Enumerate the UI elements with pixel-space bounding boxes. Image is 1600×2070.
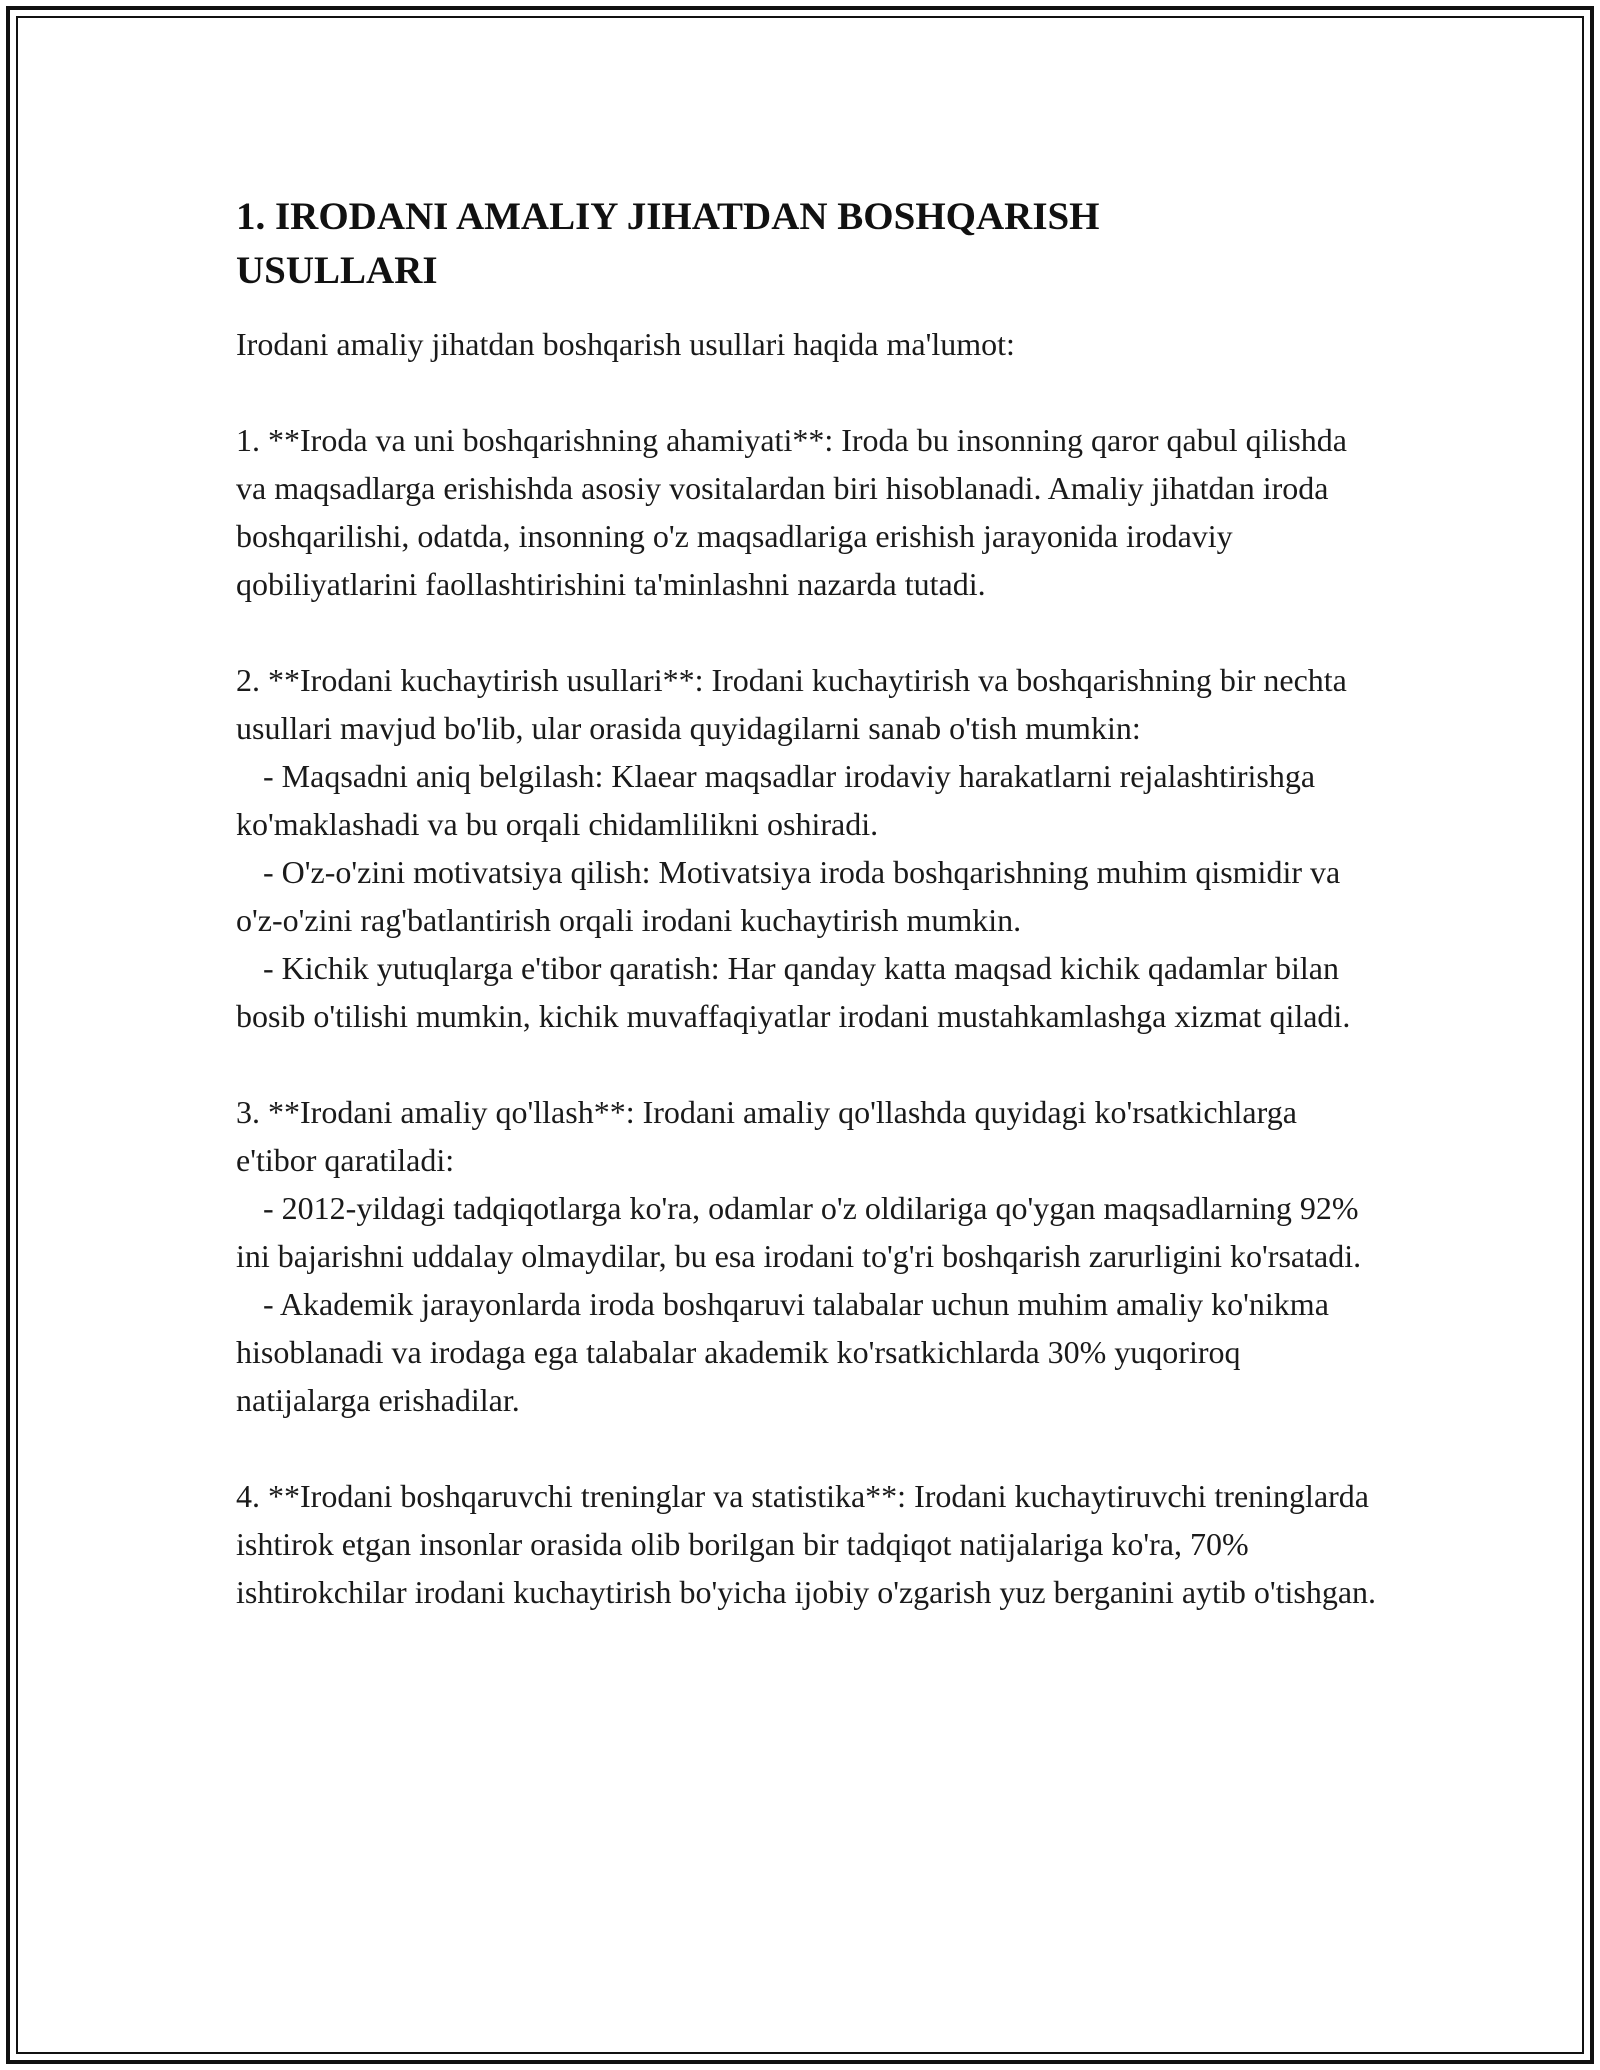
section-1 xyxy=(236,416,1376,608)
list-item: - O'z-o'zini motivatsiya qilish: Motivatsiya iroda boshqarishning muhim qismidir va o'z-o'zini rag'batlantirish orqali irodani kuchaytirish mumkin. xyxy=(236,854,1341,938)
list-item: - Akademik jarayonlarda iroda boshqaruvi talabalar uchun muhim amaliy ko'nikma hisoblanadi va irodaga ega talabalar akademik ko'rsatkichlarda 30% yuqoriroq natijalarga erishadilar. xyxy=(236,1286,1329,1418)
section-4 xyxy=(236,1472,1376,1616)
list-item: - 2012-yildagi tadqiqotlarga ko'ra, odamlar o'z oldilariga qo'ygan maqsadlarning 92% ini bajarishni uddalay olmaydilar, bu esa irodani to'g'ri boshqarish zarurligini ko'rsatadi. xyxy=(236,1190,1362,1274)
intro-paragraph: Irodani amaliy jihatdan boshqarish usullari haqida ma'lumot: xyxy=(236,326,1015,362)
section-text: 4. **Irodani boshqaruvchi treninglar va statistika**: Irodani kuchaytiruvchi treninglarda ishtirok etgan insonlar orasida olib borilgan bir tadqiqot natijalariga ko'ra, 70% ishtirokchilar irodani kuchaytirish bo'yicha ijobiy o'zgarish yuz berganini aytib o'tishgan. xyxy=(236,1478,1377,1610)
document-heading: 1. IRODANI AMALIY JIHATDAN BOSHQARISH USULLARI xyxy=(236,195,1100,292)
section-3 xyxy=(236,1088,1376,1424)
section-text: 2. **Irodani kuchaytirish usullari**: Irodani kuchaytirish va boshqarishning bir nechta usullari mavjud bo'lib, ular orasida quyidagilarni sanab o'tish mumkin: xyxy=(236,662,1347,746)
section-text: 3. **Irodani amaliy qo'llash**: Irodani amaliy qo'llashda quyidagi ko'rsatkichlarga e'tibor qaratiladi: xyxy=(236,1094,1297,1178)
section-text: 1. **Iroda va uni boshqarishning ahamiyati**: Iroda bu insonning qaror qabul qilishda va maqsadlarga erishishda asosiy vositalardan biri hisoblanadi. Amaliy jihatdan iroda boshqarilishi, odatda, insonning o'z maqsadlariga erishish jarayonida irodaviy qobiliyatlarini faollashtirishini ta'minlashni nazarda tutadi. xyxy=(236,422,1347,602)
document-body xyxy=(236,190,1376,1664)
section-2 xyxy=(236,656,1376,1040)
list-item: - Maqsadni aniq belgilash: Klaear maqsadlar irodaviy harakatlarni rejalashtirishga ko'maklashadi va bu orqali chidamlilikni oshiradi. xyxy=(236,758,1316,842)
list-item: - Kichik yutuqlarga e'tibor qaratish: Har qanday katta maqsad kichik qadamlar bilan bosib o'tilishi mumkin, kichik muvaffaqiyatlar irodani mustahkamlashga xizmat qiladi. xyxy=(236,950,1351,1034)
